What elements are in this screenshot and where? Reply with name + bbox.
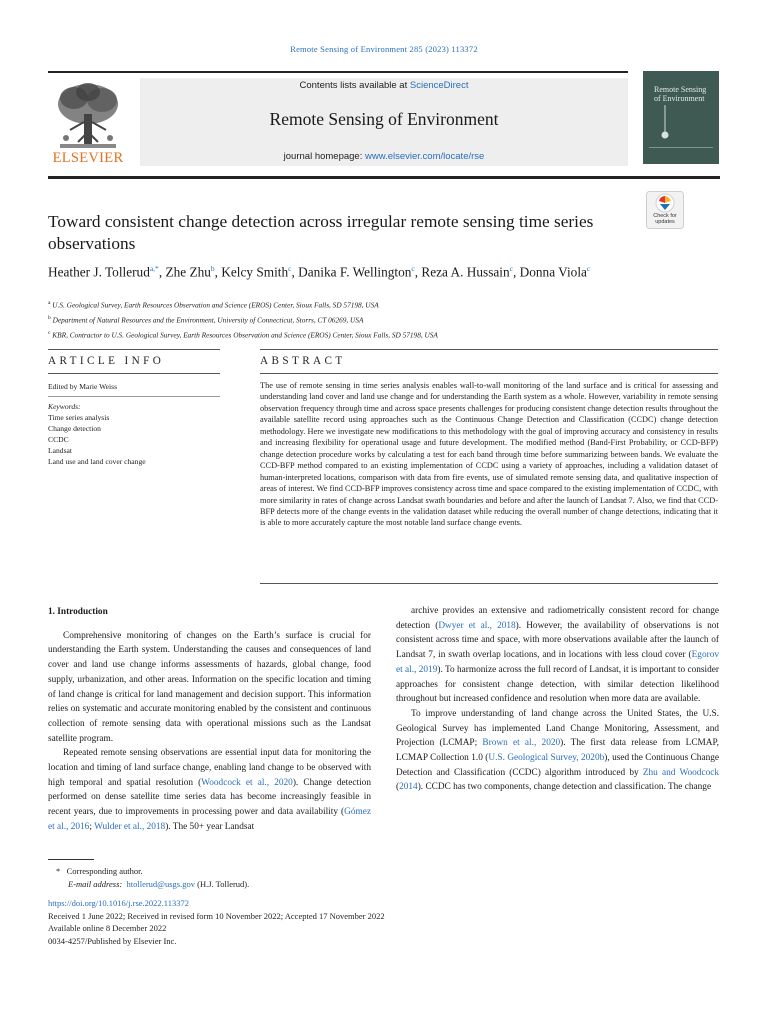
doi-link[interactable]: https://doi.org/10.1016/j.rse.2022.113372 [48,898,189,908]
paragraph-text: ), used the Continuous Change Detection and Classification (CCDC) algorithm introduced by [396,753,719,778]
footnote-star: * [56,866,61,876]
author-name[interactable]: Donna Viola [519,264,587,280]
left-paragraphs [48,629,371,835]
paragraph-text: ). CCDC has two components, change detection and classification. The change [417,782,712,793]
author-affiliation-marker[interactable]: a,* [149,264,159,273]
journal-cover-image [643,71,719,164]
paragraph-text: Comprehensive monitoring of changes on the Earth’s surface is crucial for understanding the Earth system. Understanding the causes and consequences of land cover and land use change informs assessments of hazards, global change, food supply, urbanization, and other areas. Information on the specific location and timing of land change is critical for land management and decision support. This information relies on systematic and accurate monitoring enabled by the consistent and continuous collection of remote sensing data with operational missions such as the Landsat satellite program. [48,630,371,744]
sciencedirect-link[interactable]: ScienceDirect [409,80,469,91]
author-separator: , [214,264,222,280]
author-separator: , [414,264,422,280]
check-for-updates-label[interactable] [646,213,684,225]
journal-citation-line[interactable]: Remote Sensing of Environment 285 (2023) 113372 [290,44,478,54]
citation-link[interactable]: Zhu and Woodcock [642,767,719,778]
available-online: Available online 8 December 2022 [48,923,167,934]
body-paragraph [48,746,371,834]
affiliation-list [48,297,708,342]
paragraph-text: ). To harmonize across the full record of Landsat, it is important to consider approaches for consistent change detection, with similar detection likelihood throughout but increased confidence and resolution when more data are available. [396,664,719,705]
body-paragraph [48,629,371,747]
header-bottom-rule [48,176,720,179]
author-name[interactable]: Zhe Zhu [165,264,211,280]
corresponding-author-label: Corresponding author. [66,866,143,876]
received-dates: Received 1 June 2022; Received in revised form 10 November 2022; Accepted 17 November 2022 [48,910,385,921]
abstract-bottom-rule [260,583,718,584]
citation-link[interactable]: Woodcock et al., 2020 [201,777,293,788]
paragraph-text: To improve understanding of land change across the United States, the U.S. Geological Survey has implemented Land Change Monitoring, Assessment, and Projection (LCMAP; [396,708,719,749]
affiliation-key: a [48,300,51,306]
citation-link[interactable]: Wulder et al., 2018 [94,821,166,832]
keyword: Landsat [48,446,73,455]
author-name[interactable]: Kelcy Smith [221,264,289,280]
header-top-rule [48,71,628,73]
citation-link[interactable]: Gómez et al., 2016 [48,807,371,832]
affiliation-text: KBR, Contractor to U.S. Geological Survey, Earth Resources Observation and Science (EROS) Center, Sioux Falls, SD 57198, USA [52,330,438,340]
abstract-top-rule [260,349,718,350]
affiliation-key: b [48,314,51,321]
keywords-label: Keywords: [48,402,81,411]
paragraph-text: ). The first data release from LCMAP, LCMAP Collection 1.0 ( [396,738,719,764]
affiliation-text: U.S. Geological Survey, Earth Resources Observation and Science (EROS) Center, Sioux Falls, SD 57198, USA [52,300,379,310]
abstract-text: The use of remote sensing in time series analysis enables wall-to-wall monitoring of the land surface and is critical for assessing and understanding land cover and land use change and for understanding the Earth system as a whole. However, variability in remote sensing observation frequency through time and across space presents challenges for producing consistent change detection results throughout the available satellite record using approaches such as the Continuous Change Detection and Classification (CCDC) change detection methodology. Here we investigate new modifications to this methodology with the goal of improving accuracy and consistency in results and increasing flexibility for operational usage and future development. The modified method (Band-First Probability, or CCD-BFP) change detection procedure works by calculating a test for each band through time before summarizing between bands. We evaluate the CCD-BFP method compared to an existing implementation of CCDC using a variety of approaches, including a validation dataset of human-interpreted locations, comparison with data from fire events, use of simulated remote sensing data, and qualitative inspection of areas of interest. We find CCD-BFP improves consistency across time and space compared to the existing implementation of CCDC, with more similarity in rates of change across Landsat swath boundaries and before and after the launch of Landsat 7. Also, we find that CCD-BFP detects more of the change events in the validation dataset while reducing the overall number of change detections, indicating that it is able to more accurately capture the most notable land surface change events. [260,381,718,528]
journal-homepage-link[interactable]: www.elsevier.com/locate/rse [365,151,485,162]
contents-prefix: Contents lists available at [299,80,410,91]
introduction-heading: 1. Introduction [48,607,108,617]
author-affiliation-marker[interactable]: c [411,264,415,273]
keywords-list [48,412,228,467]
citation-link[interactable]: Brown et al., 2020 [482,738,561,749]
keyword: Land use and land cover change [48,457,146,466]
keyword: Change detection [48,424,101,433]
author-separator: , [291,264,299,280]
body-column-right [396,604,719,795]
homepage-line [140,151,628,162]
cover-artwork [643,71,719,164]
author-name[interactable]: Danika F. Wellington [298,264,412,280]
right-paragraphs [396,604,719,795]
body-paragraph [396,707,719,795]
citation-link[interactable]: Egorov et al., 2019 [396,650,719,675]
author-separator: , [512,264,520,280]
article-info-heading: ARTICLE INFO [48,355,165,367]
contents-line [140,80,628,91]
publication-info [48,897,548,947]
paragraph-text: ; [89,821,95,832]
cover-title: Remote Sensing of Environment [654,85,707,103]
email-link[interactable]: htollerud@usgs.gov [126,879,195,889]
email-suffix: (H.J. Tollerud). [195,879,250,889]
badge-line-1: Check for [653,213,677,219]
keyword: Time series analysis [48,413,110,422]
affiliation-item [48,312,708,327]
paragraph-text: Repeated remote sensing observations are essential input data for monitoring the location and timing of land surface change, enabling land change to be observed with high temporal and spatial resolution ( [48,748,371,788]
homepage-prefix: journal homepage: [283,151,365,162]
email-label: E-mail address: [68,879,123,889]
affiliation-item [48,297,708,312]
author-name[interactable]: Reza A. Hussain [421,264,510,280]
paragraph-text: ). The 50+ year Landsat [165,821,255,832]
edited-by-rule [48,396,220,397]
article-info-top-rule [48,349,220,350]
author-affiliation-marker[interactable]: c [509,264,513,273]
paragraph-text: ). However, the availability of observations is not consistent across time and space, with more observations available after the launch of Landsat 7, in swath overlap locations, and in locations with less cloud cover ( [396,620,720,661]
badge-line-2: updates [655,219,675,225]
abstract-mid-rule [260,373,718,374]
author-name[interactable]: Heather J. Tollerud [48,264,150,280]
corresponding-author-note [56,865,456,878]
article-title: Toward consistent change detection across irregular remote sensing time series observations [48,212,594,253]
author-affiliation-marker[interactable]: c [288,264,292,273]
body-paragraph [396,604,719,707]
edited-by: Edited by Marie Weiss [48,382,118,391]
affiliation-text: Department of Natural Resources and the Environment, University of Connecticut, Storrs, CT 06269, USA [52,315,364,325]
affiliation-item [48,327,708,342]
journal-name: Remote Sensing of Environment [269,109,499,129]
copyright-line: 0034-4257/Published by Elsevier Inc. [48,935,177,946]
author-separator: , [158,264,166,280]
email-note [56,878,456,891]
body-column-left [48,605,371,835]
footnote-rule [48,859,94,860]
citation-link[interactable]: Dwyer et al., 2018 [438,620,516,631]
affiliation-key: c [48,329,51,336]
paragraph-text: ( [396,782,400,793]
paragraph-text: ). Change detection performed on dense satellite time series data has become increasingly feasible in recent years, due to improvements in processing power and data availability ( [48,777,371,818]
abstract-heading: ABSTRACT [260,355,346,367]
keyword: CCDC [48,435,69,444]
keywords-block [48,401,228,467]
author-list [48,260,648,281]
elsevier-wordmark: ELSEVIER [52,150,124,166]
article-info-mid-rule [48,373,220,374]
citation-link[interactable]: 2014 [399,782,418,793]
footnotes [56,865,456,891]
citation-link[interactable]: U.S. Geological Survey, 2020b [488,753,605,764]
paragraph-text: archive provides an extensive and radiometrically consistent record for change detection ( [396,606,719,631]
author-affiliation-marker[interactable]: b [210,264,215,273]
author-affiliation-marker[interactable]: c [586,264,591,273]
